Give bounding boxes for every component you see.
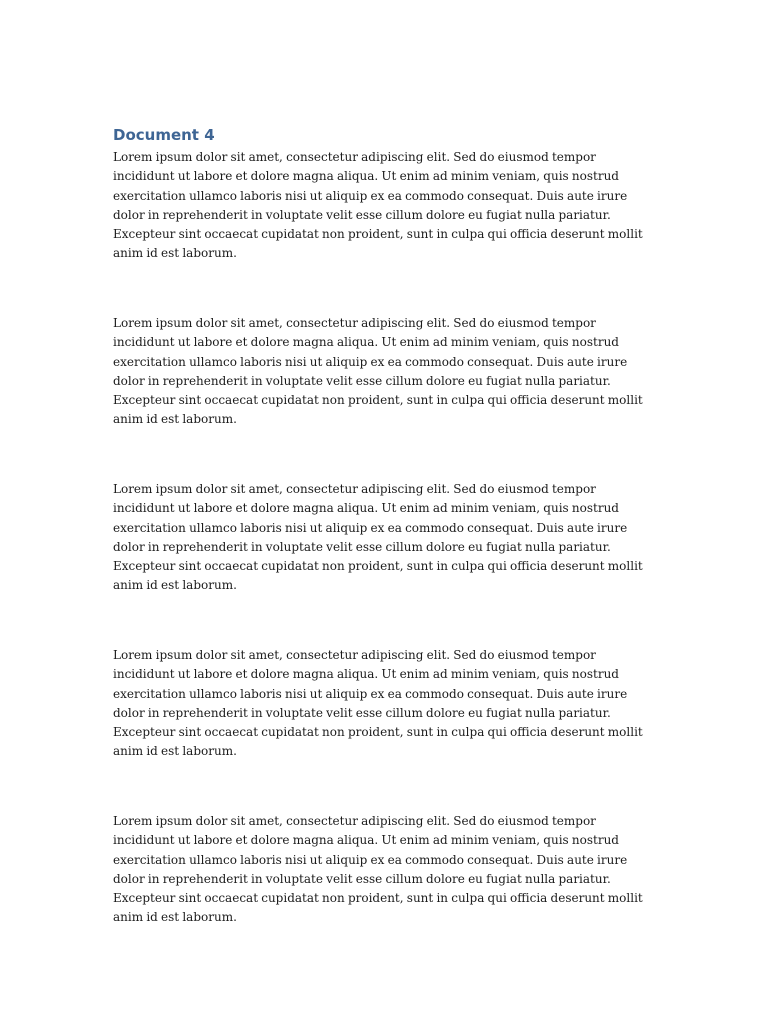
body-paragraph: Lorem ipsum dolor sit amet, consectetur adipiscing elit. Sed do eiusmod tempor incididunt ut labore et dolore magna aliqua. Ut enim ad minim veniam, quis nostrud exercitation ullamco laboris nisi ut aliquip ex ea commodo consequat. Duis aute irure dolor in reprehenderit in voluptate velit esse cillum dolore eu fugiat nulla pariatur. Excepteur sint occaecat cupidatat non proident, sunt in culpa qui officia deserunt mollit anim id est laborum. bbox=[113, 648, 643, 759]
body-paragraph: Lorem ipsum dolor sit amet, consectetur adipiscing elit. Sed do eiusmod tempor incididunt ut labore et dolore magna aliqua. Ut enim ad minim veniam, quis nostrud exercitation ullamco laboris nisi ut aliquip ex ea commodo consequat. Duis aute irure dolor in reprehenderit in voluptate velit esse cillum dolore eu fugiat nulla pariatur. Excepteur sint occaecat cupidatat non proident, sunt in culpa qui officia deserunt mollit anim id est laborum. bbox=[113, 316, 643, 427]
body-paragraph: Lorem ipsum dolor sit amet, consectetur adipiscing elit. Sed do eiusmod tempor incididunt ut labore et dolore magna aliqua. Ut enim ad minim veniam, quis nostrud exercitation ullamco laboris nisi ut aliquip ex ea commodo consequat. Duis aute irure dolor in reprehenderit in voluptate velit esse cillum dolore eu fugiat nulla pariatur. Excepteur sint occaecat cupidatat non proident, sunt in culpa qui officia deserunt mollit anim id est laborum. bbox=[113, 814, 643, 925]
paragraph-block bbox=[113, 646, 653, 812]
paragraph-block bbox=[113, 480, 653, 646]
paragraph-block bbox=[113, 314, 653, 480]
body-paragraph: Lorem ipsum dolor sit amet, consectetur adipiscing elit. Sed do eiusmod tempor incididunt ut labore et dolore magna aliqua. Ut enim ad minim veniam, quis nostrud exercitation ullamco laboris nisi ut aliquip ex ea commodo consequat. Duis aute irure dolor in reprehenderit in voluptate velit esse cillum dolore eu fugiat nulla pariatur. Excepteur sint occaecat cupidatat non proident, sunt in culpa qui officia deserunt mollit anim id est laborum. bbox=[113, 150, 643, 261]
paragraph-block bbox=[113, 148, 653, 314]
document-body bbox=[113, 124, 653, 978]
body-paragraph: Lorem ipsum dolor sit amet, consectetur adipiscing elit. Sed do eiusmod tempor incididunt ut labore et dolore magna aliqua. Ut enim ad minim veniam, quis nostrud exercitation ullamco laboris nisi ut aliquip ex ea commodo consequat. Duis aute irure dolor in reprehenderit in voluptate velit esse cillum dolore eu fugiat nulla pariatur. Excepteur sint occaecat cupidatat non proident, sunt in culpa qui officia deserunt mollit anim id est laborum. bbox=[113, 482, 643, 593]
paragraph-block bbox=[113, 812, 653, 978]
document-title: Document 4 bbox=[113, 126, 215, 144]
